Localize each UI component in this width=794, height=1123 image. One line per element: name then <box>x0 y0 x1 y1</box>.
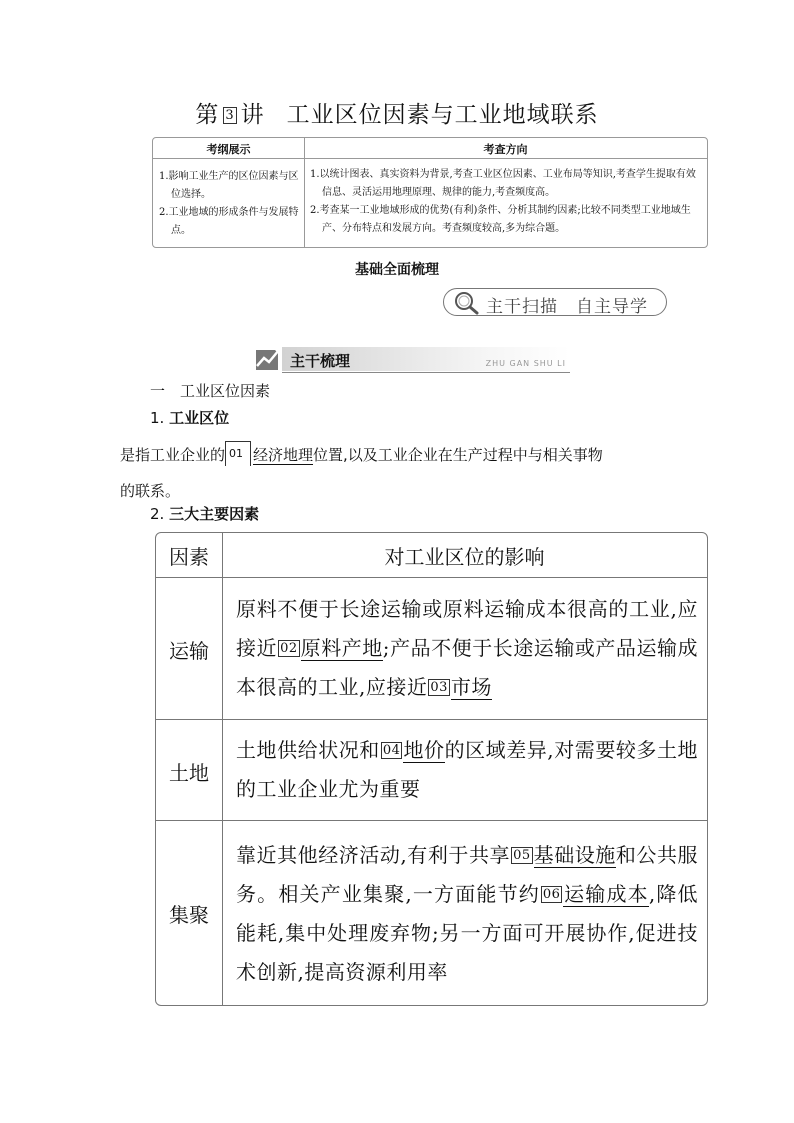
section-subtitle: 基础全面梳理 <box>355 262 439 278</box>
heading-number: 1. <box>150 409 165 427</box>
blank-number: 06 <box>542 887 561 902</box>
blank-number: 04 <box>382 743 401 758</box>
syllabus-direction-item: 1.以统计图表、真实资料为背景,考查工业区位因素、工业布局等知识,考查学生提取有效信息、灵活运用地理原理、规律的能力,考查频度高。 <box>310 169 696 198</box>
para-text: 是指工业企业的 <box>120 446 226 464</box>
para-text: 位置,以及工业企业在生产过程中与相关事物 <box>313 446 603 464</box>
syllabus-outline-item: 1.影响工业生产的区位因素与区位选择。 <box>159 171 299 200</box>
blank-number: 02 <box>280 641 298 656</box>
effect-agglomeration: 靠近其他经济活动,有利于共享 05 基础设施和公共服务。相关产业集聚,一方面能节约 06 运输成本,降低能耗,集中处理废弃物;另一方面可开展协作,促进技术创新,提高资源利用率 <box>236 843 699 984</box>
blank-answer: 地价 <box>403 738 445 762</box>
syllabus-outline-item: 2.工业地域的形成条件与发展特点。 <box>159 207 299 236</box>
heading-text: 三大主要因素 <box>169 505 260 523</box>
blank-number: 03 <box>430 680 448 695</box>
blank-answer: 原料产地 <box>300 636 383 660</box>
syllabus-divider <box>304 138 305 247</box>
syllabus-outline-list <box>159 168 301 240</box>
blank-answer: 运输成本 <box>563 882 649 906</box>
section-band-pinyin: ZHU GAN SHU LI <box>485 359 566 368</box>
effect-transport: 原料不便于长途运输或原料运输成本很高的工业,应接近 02 原料产地;产品不便于长途运输或产品运输成本很高的工业,应接近 03 市场 <box>236 597 699 699</box>
heading-industrial-location <box>150 407 229 428</box>
table-divider <box>222 533 223 1005</box>
section-band-label: 主干梳理 <box>290 352 351 370</box>
syllabus-direction-list <box>310 166 703 238</box>
section-band <box>254 346 570 374</box>
syllabus-head-direction: 考查方向 <box>483 143 528 156</box>
para-text: 的联系。 <box>120 482 181 500</box>
syllabus-head-outline: 考纲展示 <box>206 143 251 156</box>
effect-land: 土地供给状况和 04 地价的区域差异,对需要较多土地的工业企业尤为重要 <box>236 738 699 801</box>
heading-three-factors <box>150 503 259 524</box>
factor-transport: 运输 <box>169 639 209 663</box>
syllabus-table <box>152 137 708 248</box>
heading-text: 工业区位 <box>169 409 230 427</box>
definition-paragraph <box>120 437 720 509</box>
scan-banner <box>443 288 667 316</box>
heading-number: 2. <box>150 505 165 523</box>
title-number: 3 <box>225 108 235 123</box>
lesson-title <box>0 96 794 129</box>
blank-answer: 基础设施 <box>533 843 616 867</box>
syllabus-direction-item: 2.考查某一工业地域形成的优势(有利)条件、分析其制约因素;比较不同类型工业地域生产、分布特点和发展方向。考查频度较高,多为综合题。 <box>310 205 691 234</box>
blank-number: 01 <box>225 441 251 466</box>
factor-agglomeration: 集聚 <box>169 903 209 927</box>
title-text: 工业区位因素与工业地域联系 <box>286 102 599 128</box>
heading-industrial-location-factors: 一 工业区位因素 <box>150 382 271 400</box>
blank-answer: 市场 <box>450 675 492 699</box>
title-prefix: 第 <box>195 102 220 128</box>
syllabus-header <box>153 138 707 159</box>
magnifier-icon <box>450 291 480 315</box>
table-head-factor: 因素 <box>169 545 209 569</box>
scan-banner-text: 主干扫描 自主导学 <box>486 297 648 317</box>
factor-land: 土地 <box>169 761 209 785</box>
blank-answer: 经济地理 <box>253 446 314 464</box>
trend-chart-icon <box>254 346 282 372</box>
table-head-effect: 对工业区位的影响 <box>384 545 545 569</box>
blank-number: 05 <box>513 848 531 863</box>
factors-table <box>155 532 708 1006</box>
title-unit: 讲 <box>240 102 265 128</box>
